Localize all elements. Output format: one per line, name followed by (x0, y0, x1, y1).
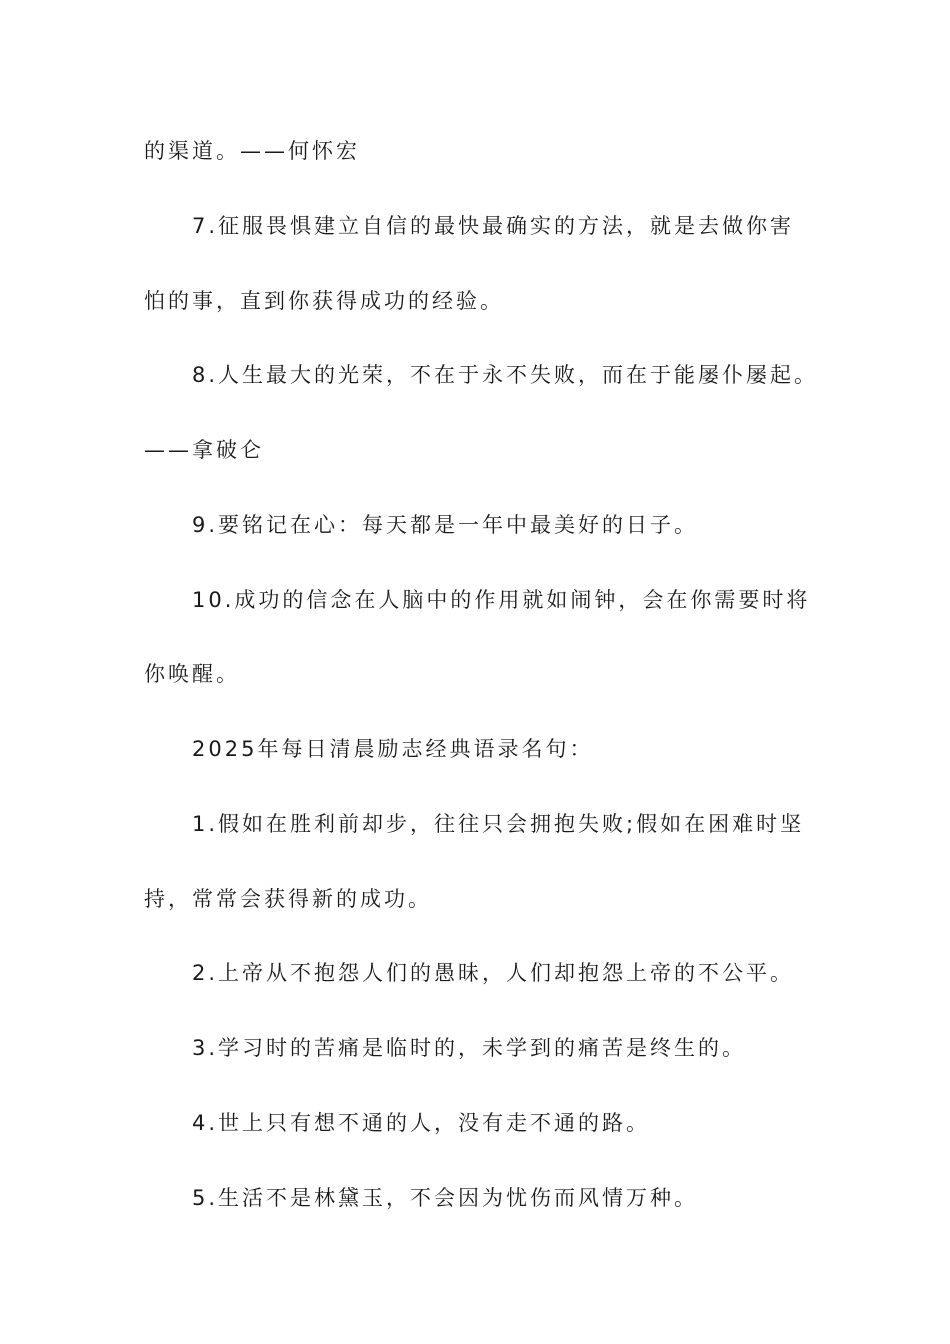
text-line: 的渠道。——何怀宏 (144, 139, 360, 163)
text-line: 1.假如在胜利前却步，往往只会拥抱失败;假如在困难时坚 (192, 812, 805, 836)
text-line: 怕的事，直到你获得成功的经验。 (144, 289, 504, 313)
text-line: 9.要铭记在心：每天都是一年中最美好的日子。 (192, 513, 699, 537)
text-line: 10.成功的信念在人脑中的作用就如闹钟，会在你需要时将 (192, 588, 811, 612)
text-line: 8.人生最大的光荣，不在于永不失败，而在于能屡仆屡起。 (192, 363, 819, 387)
text-line: 你唤醒。 (144, 662, 240, 686)
text-line: 3.学习时的苦痛是临时的，未学到的痛苦是终生的。 (192, 1036, 747, 1060)
text-line: 持，常常会获得新的成功。 (144, 887, 432, 911)
text-line: ——拿破仑 (144, 438, 264, 462)
section-heading: 2025年每日清晨励志经典语录名句： (192, 737, 594, 761)
text-line: 5.生活不是林黛玉，不会因为忧伤而风情万种。 (192, 1186, 699, 1210)
text-line: 4.世上只有想不通的人，没有走不通的路。 (192, 1111, 651, 1135)
text-line: 2.上帝从不抱怨人们的愚昧，人们却抱怨上帝的不公平。 (192, 961, 795, 985)
text-line: 7.征服畏惧建立自信的最快最确实的方法，就是去做你害 (192, 214, 795, 238)
